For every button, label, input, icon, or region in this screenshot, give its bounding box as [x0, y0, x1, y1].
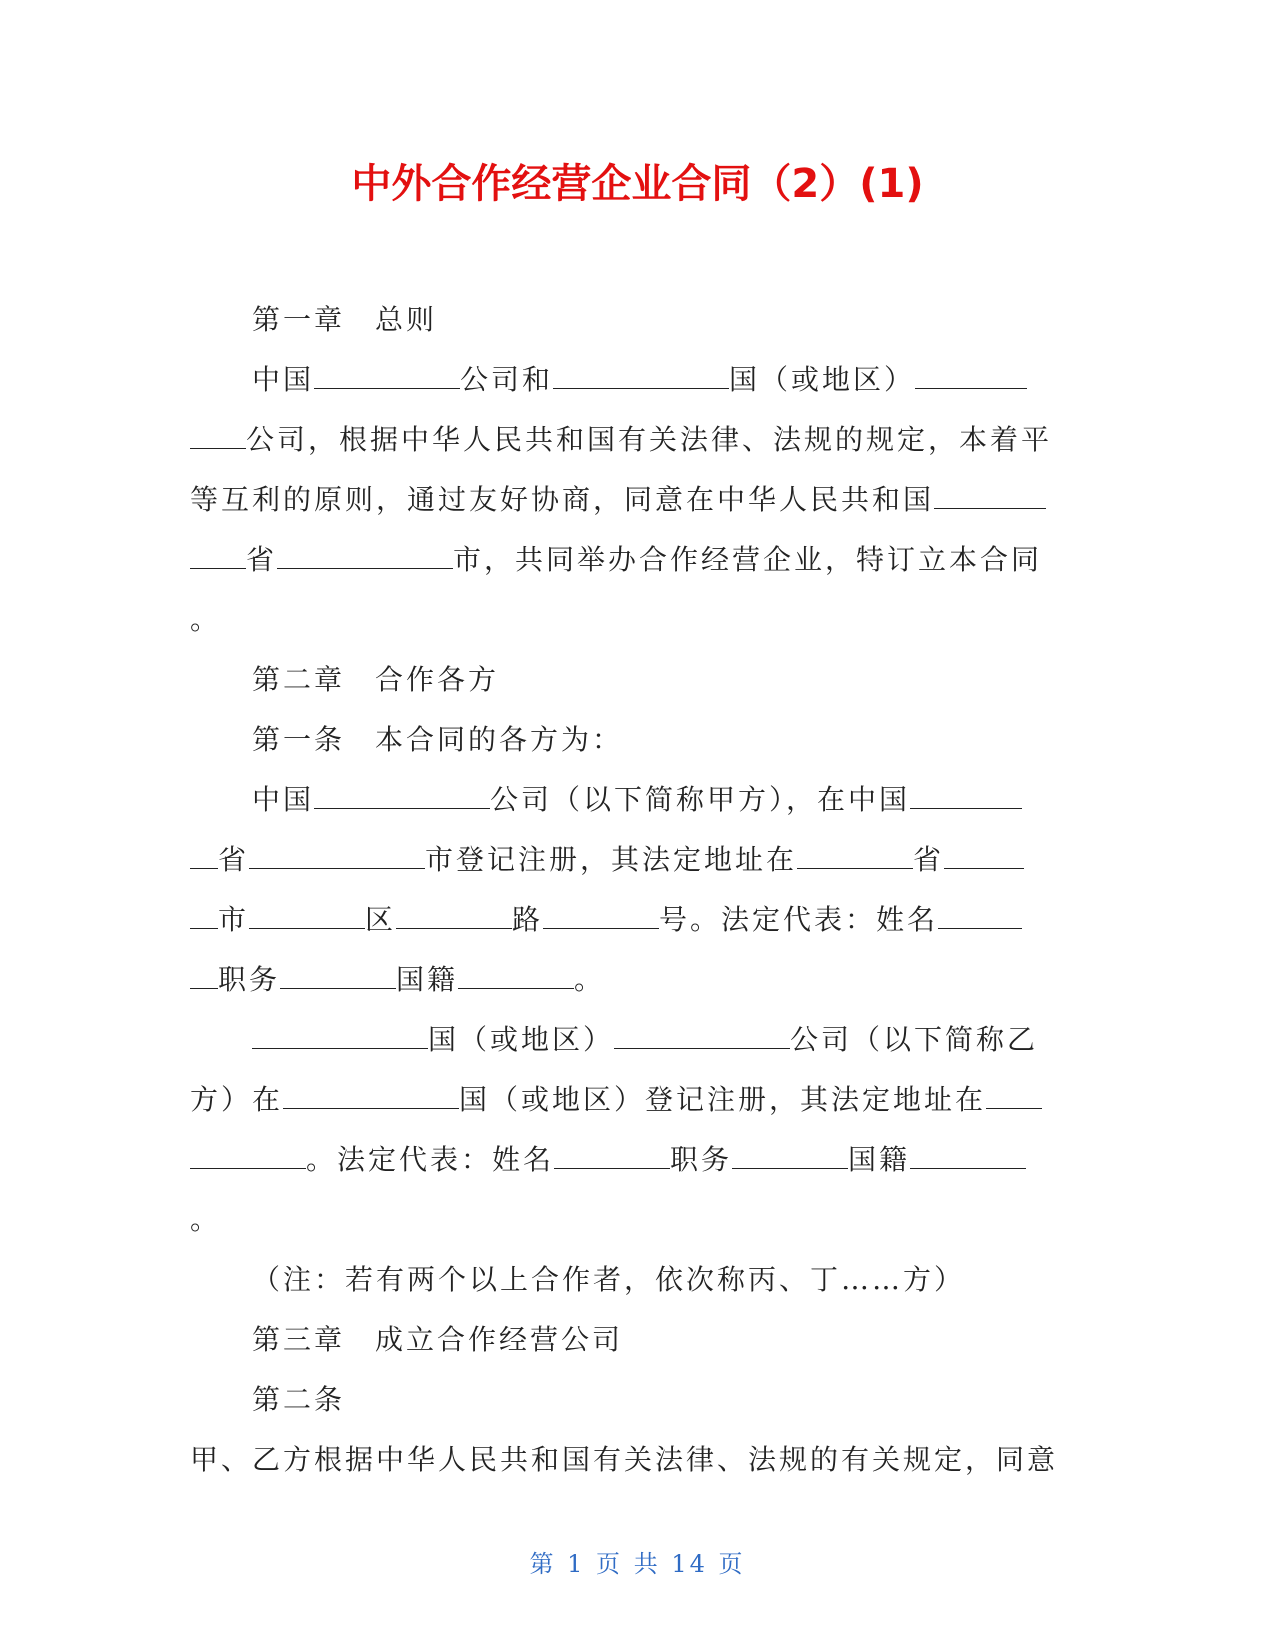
chapter-heading	[190, 650, 1070, 710]
document-body	[190, 290, 1070, 1490]
fill-blank	[190, 1148, 306, 1169]
fill-blank	[944, 848, 1024, 869]
note: （注：若有两个以上合作者，依次称丙、丁……方）	[252, 1263, 966, 1296]
text-segment: 路	[512, 903, 544, 936]
document-title: 中外合作经营企业合同（2）(1)	[351, 161, 924, 207]
paragraph-line	[190, 1010, 1070, 1070]
chapter-heading	[190, 290, 1070, 350]
text-segment: 。	[574, 963, 606, 996]
text-segment: 市登记注册，其法定地址在	[425, 843, 798, 876]
paragraph-line	[190, 830, 1070, 890]
text-segment: 国（或地区）	[729, 363, 916, 396]
fill-blank	[797, 848, 913, 869]
fill-blank	[554, 1148, 670, 1169]
paragraph-line	[190, 470, 1070, 530]
fill-blank	[938, 908, 1022, 929]
text-segment: 。	[190, 603, 222, 636]
fill-blank	[190, 968, 218, 989]
paragraph-line	[190, 950, 1070, 1010]
text-segment: 。	[190, 1203, 222, 1236]
text-segment: 国籍	[848, 1143, 911, 1176]
text-segment: 市	[218, 903, 250, 936]
fill-blank	[314, 368, 460, 389]
fill-blank	[190, 848, 218, 869]
fill-blank	[732, 1148, 848, 1169]
text-segment: 号。法定代表：姓名	[659, 903, 939, 936]
total-page-count: 14	[671, 1550, 708, 1578]
fill-blank	[986, 1088, 1042, 1109]
text-segment: 公司（以下简称甲方），在中国	[490, 783, 911, 816]
paragraph-line	[190, 1190, 1070, 1250]
fill-blank	[910, 1148, 1026, 1169]
chapter-name: 合作各方	[375, 663, 500, 696]
fill-blank	[190, 908, 218, 929]
fill-blank	[190, 548, 246, 569]
chapter-name: 总则	[375, 303, 438, 336]
paragraph-line	[190, 350, 1070, 410]
fill-blank	[614, 1028, 790, 1049]
fill-blank	[915, 368, 1027, 389]
article-number: 第二条	[252, 1383, 346, 1416]
fill-blank	[277, 548, 453, 569]
text-segment: 省	[913, 843, 945, 876]
footer-text: 共	[633, 1550, 661, 1578]
footer-text: 页	[596, 1550, 624, 1578]
text-segment: 职务	[218, 963, 281, 996]
fill-blank	[314, 788, 490, 809]
paragraph-line: 甲、乙方根据中华人民共和国有关法律、法规的有关规定，同意	[190, 1443, 1059, 1476]
fill-blank	[543, 908, 659, 929]
text-segment: 国（或地区）	[428, 1023, 615, 1056]
current-page-number: 1	[567, 1550, 586, 1578]
text-segment: 等互利的原则，通过友好协商，同意在中华人民共和国	[190, 483, 935, 516]
fill-blank	[910, 788, 1022, 809]
footer-text: 页	[718, 1550, 746, 1578]
paragraph-line	[190, 590, 1070, 650]
footer-text: 第	[529, 1550, 557, 1578]
paragraph-line	[190, 1130, 1070, 1190]
fill-blank	[280, 968, 396, 989]
article-heading	[190, 710, 1070, 770]
text-segment: 市，共同举办合作经营企业，特订立本合同	[453, 543, 1043, 576]
text-segment: 国籍	[396, 963, 459, 996]
paragraph-line	[190, 1070, 1070, 1130]
text-segment: 公司，根据中华人民共和国有关法律、法规的规定，本着平	[246, 423, 1053, 456]
text-segment: 中国	[252, 363, 315, 396]
fill-blank	[249, 908, 365, 929]
chapter-name: 成立合作经营公司	[375, 1323, 624, 1356]
text-segment: 方）在	[190, 1083, 284, 1116]
chapter-number: 第二章	[252, 663, 346, 696]
text-segment: 省	[218, 843, 250, 876]
text-segment: 公司（以下简称乙	[790, 1023, 1039, 1056]
chapter-number: 第三章	[252, 1323, 346, 1356]
fill-blank	[252, 1028, 428, 1049]
paragraph-line	[190, 770, 1070, 830]
text-segment: 中国	[252, 783, 315, 816]
text-segment: 区	[365, 903, 397, 936]
text-segment: 。法定代表：姓名	[306, 1143, 555, 1176]
text-segment: 公司和	[460, 363, 554, 396]
paragraph-line	[190, 410, 1070, 470]
article-text: 本合同的各方为：	[375, 723, 624, 756]
text-segment: 职务	[670, 1143, 733, 1176]
fill-blank	[249, 848, 425, 869]
chapter-heading	[190, 1310, 1070, 1370]
article-heading	[190, 1370, 1070, 1430]
page-footer	[0, 1544, 1275, 1579]
fill-blank	[458, 968, 574, 989]
article-number: 第一条	[252, 723, 346, 756]
paragraph-line	[190, 890, 1070, 950]
chapter-number: 第一章	[252, 303, 346, 336]
paragraph-line	[190, 530, 1070, 590]
text-segment: 国（或地区）登记注册，其法定地址在	[459, 1083, 987, 1116]
fill-blank	[934, 488, 1046, 509]
fill-blank	[283, 1088, 459, 1109]
text-segment: 省	[246, 543, 278, 576]
fill-blank	[553, 368, 729, 389]
fill-blank	[396, 908, 512, 929]
fill-blank	[190, 428, 246, 449]
